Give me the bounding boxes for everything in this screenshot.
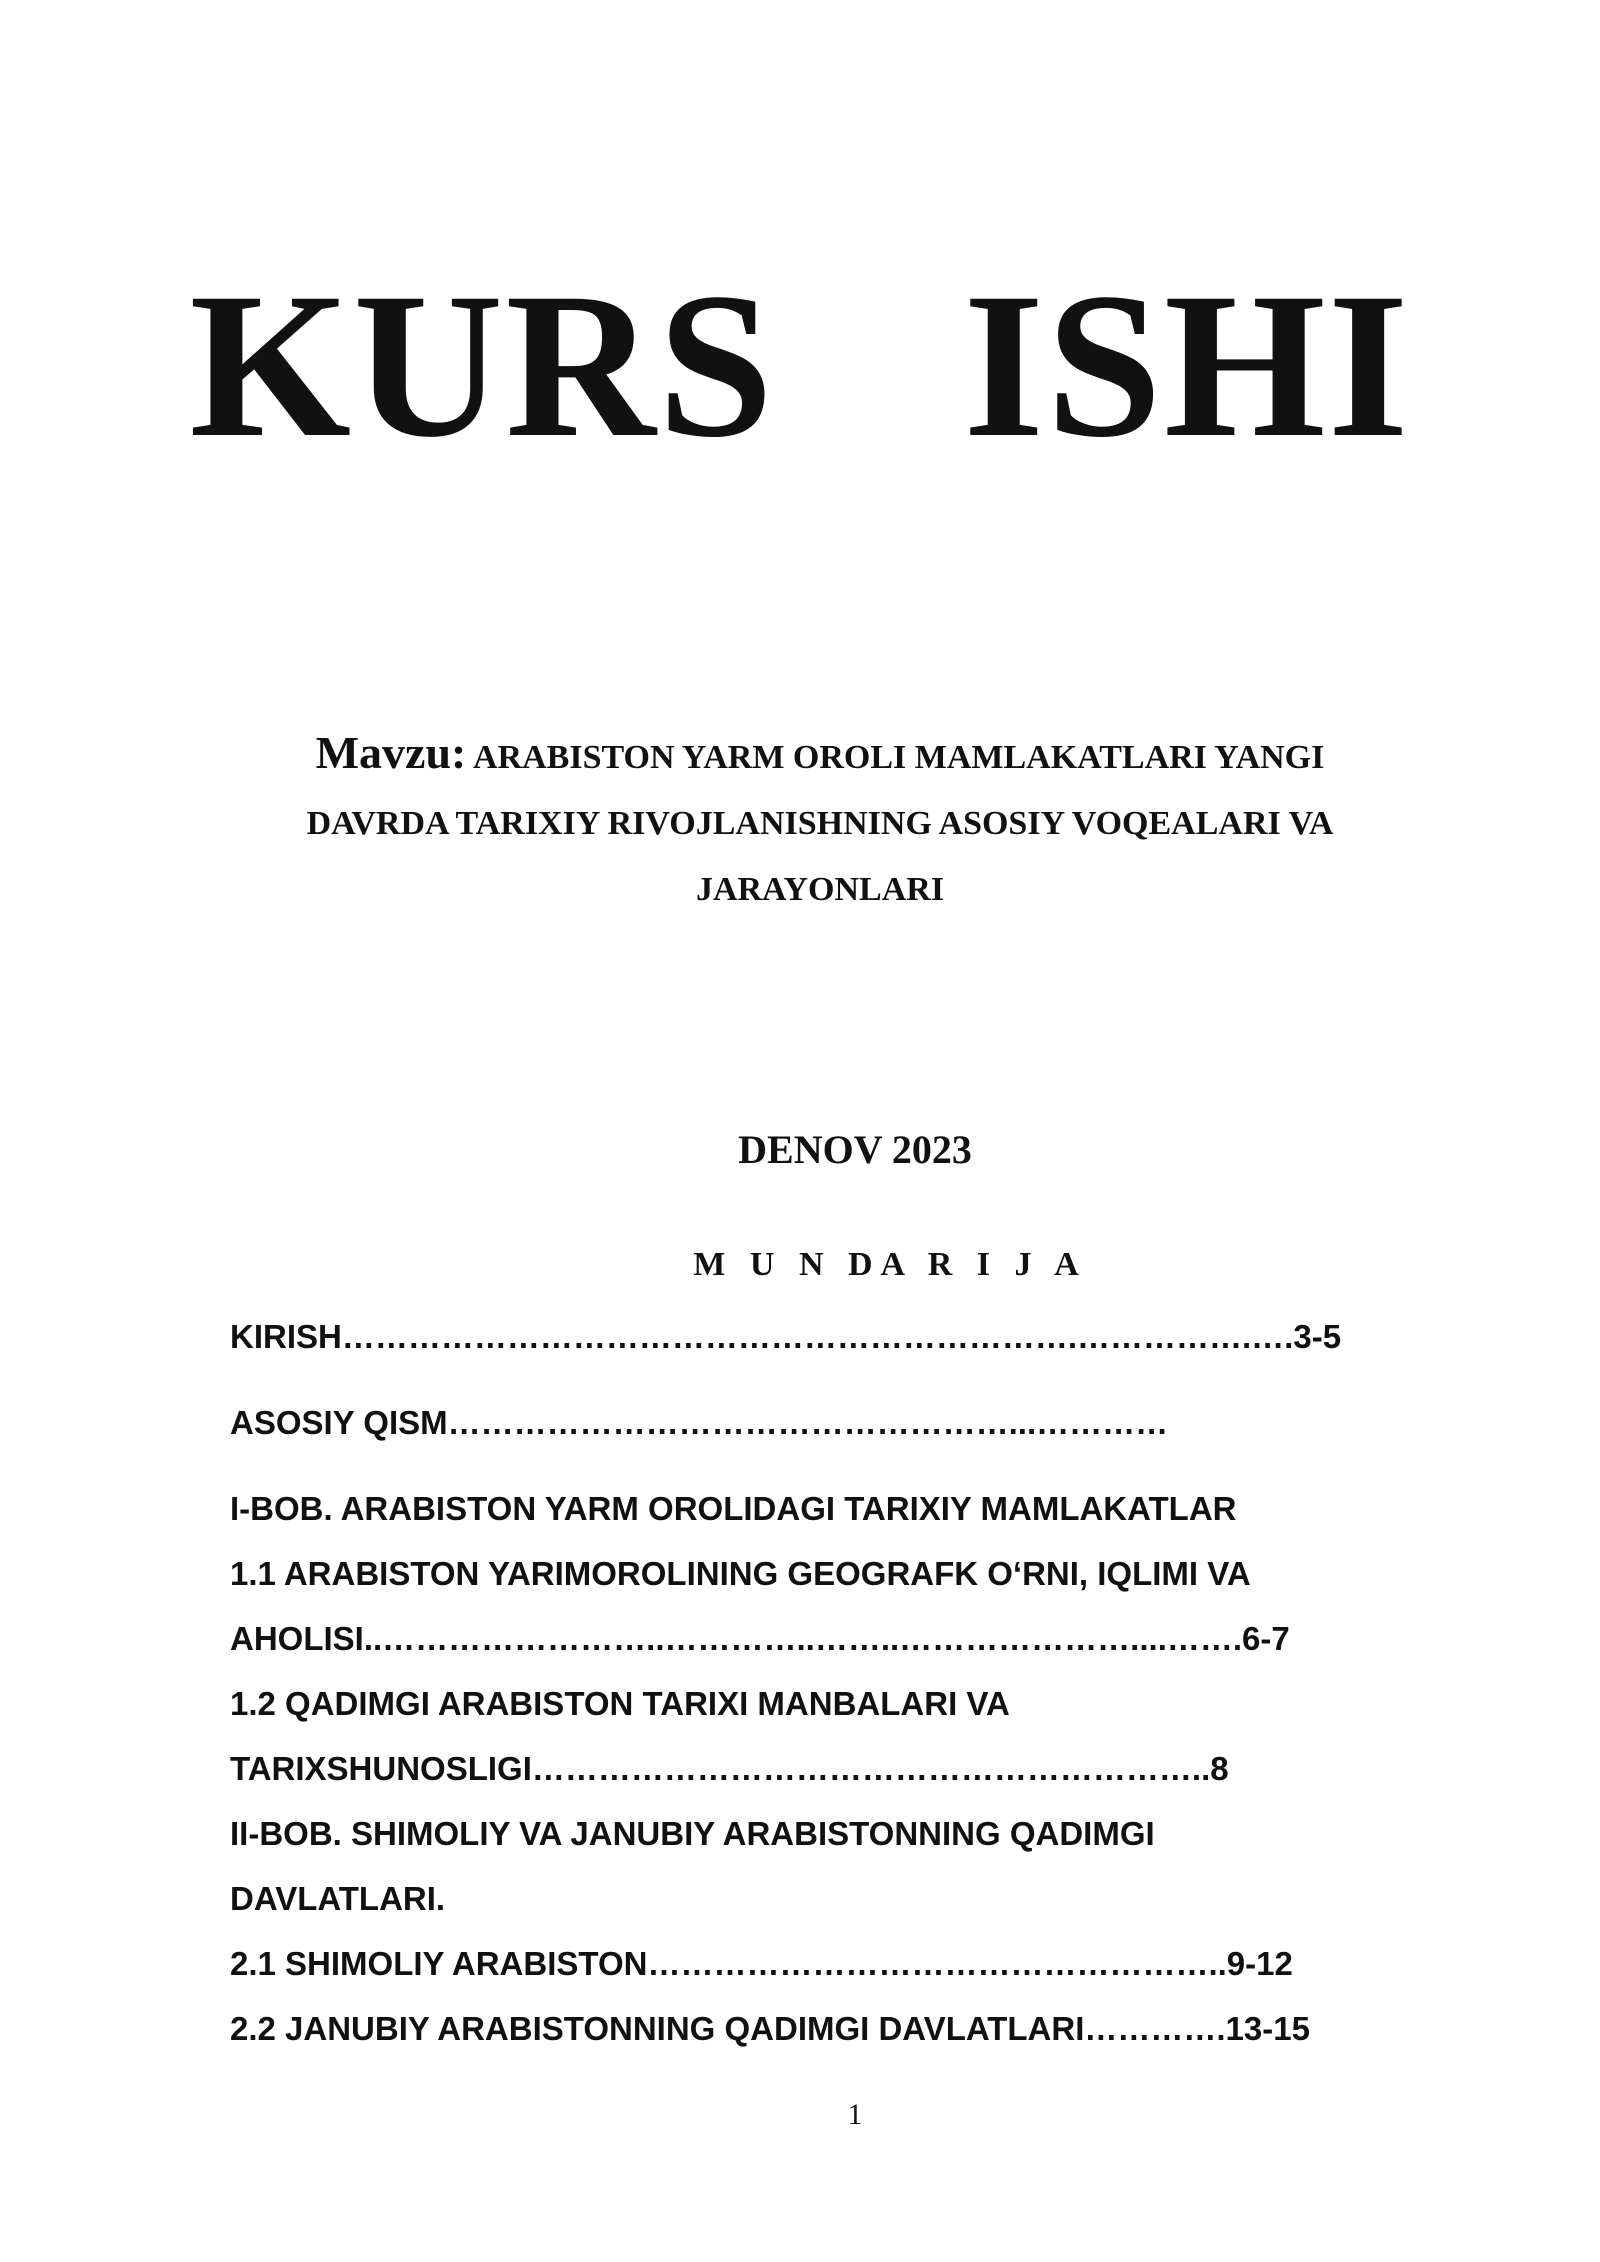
toc-entry-section-1-2: 1.2 QADIMGI ARABISTON TARIXI MANBALARI VA bbox=[230, 1685, 1010, 1722]
document-title: KURS ISHI bbox=[189, 250, 1411, 480]
topic-block bbox=[200, 720, 1440, 923]
toc-entry-section-2-1: 2.1 SHIMOLIY ARABISTON……………………………………………..9-12 bbox=[230, 1945, 1293, 1982]
toc-entry-chapter-2: II-BOB. SHIMOLIY VA JANUBIY ARABISTONNING QADIMGI bbox=[230, 1815, 1155, 1852]
toc-entry-section-1-1: 1.1 ARABISTON YARIMOROLINING GEOGRAFK O‘RNI, IQLIMI VA bbox=[230, 1555, 1251, 1592]
topic-label: Mavzu: bbox=[315, 727, 467, 778]
topic-line-3: JARAYONLARI bbox=[695, 871, 945, 908]
toc-entry-section-1-2-cont: TARIXSHUNOSLIGI……………………………………………………..8 bbox=[230, 1750, 1229, 1787]
toc-entry-section-2-2: 2.2 JANUBIY ARABISTONNING QADIMGI DAVLATLARI………….13-15 bbox=[230, 2010, 1310, 2047]
page-number: 1 bbox=[847, 2098, 863, 2131]
toc-entry-section-1-1-cont: AHOLISI..……………………..…………..……..…………………....…….6-7 bbox=[230, 1620, 1290, 1657]
toc-entry-chapter-1: I-BOB. ARABISTON YARM OROLIDAGI TARIXIY MAMLAKATLAR bbox=[230, 1490, 1237, 1527]
place-and-year: DENOV 2023 bbox=[738, 1127, 972, 1172]
toc-entry-main-part: ASOSIY QISM……………………………………………...………… bbox=[230, 1404, 1169, 1441]
topic-line-2: DAVRDA TARIXIY RIVOJLANISHNING ASOSIY VOQEALARI VA bbox=[306, 805, 1334, 842]
toc-entry-introduction: KIRISH………………………………………………………….…………….….3-5 bbox=[230, 1318, 1342, 1355]
toc-heading: M U N DA R I J A bbox=[693, 1246, 1087, 1283]
topic-text-1: ARABISTON YARM OROLI MAMLAKATLARI YANGI bbox=[473, 739, 1325, 776]
topic-line-1 bbox=[200, 720, 1440, 791]
toc-entry-chapter-2-cont: DAVLATLARI. bbox=[230, 1880, 446, 1917]
